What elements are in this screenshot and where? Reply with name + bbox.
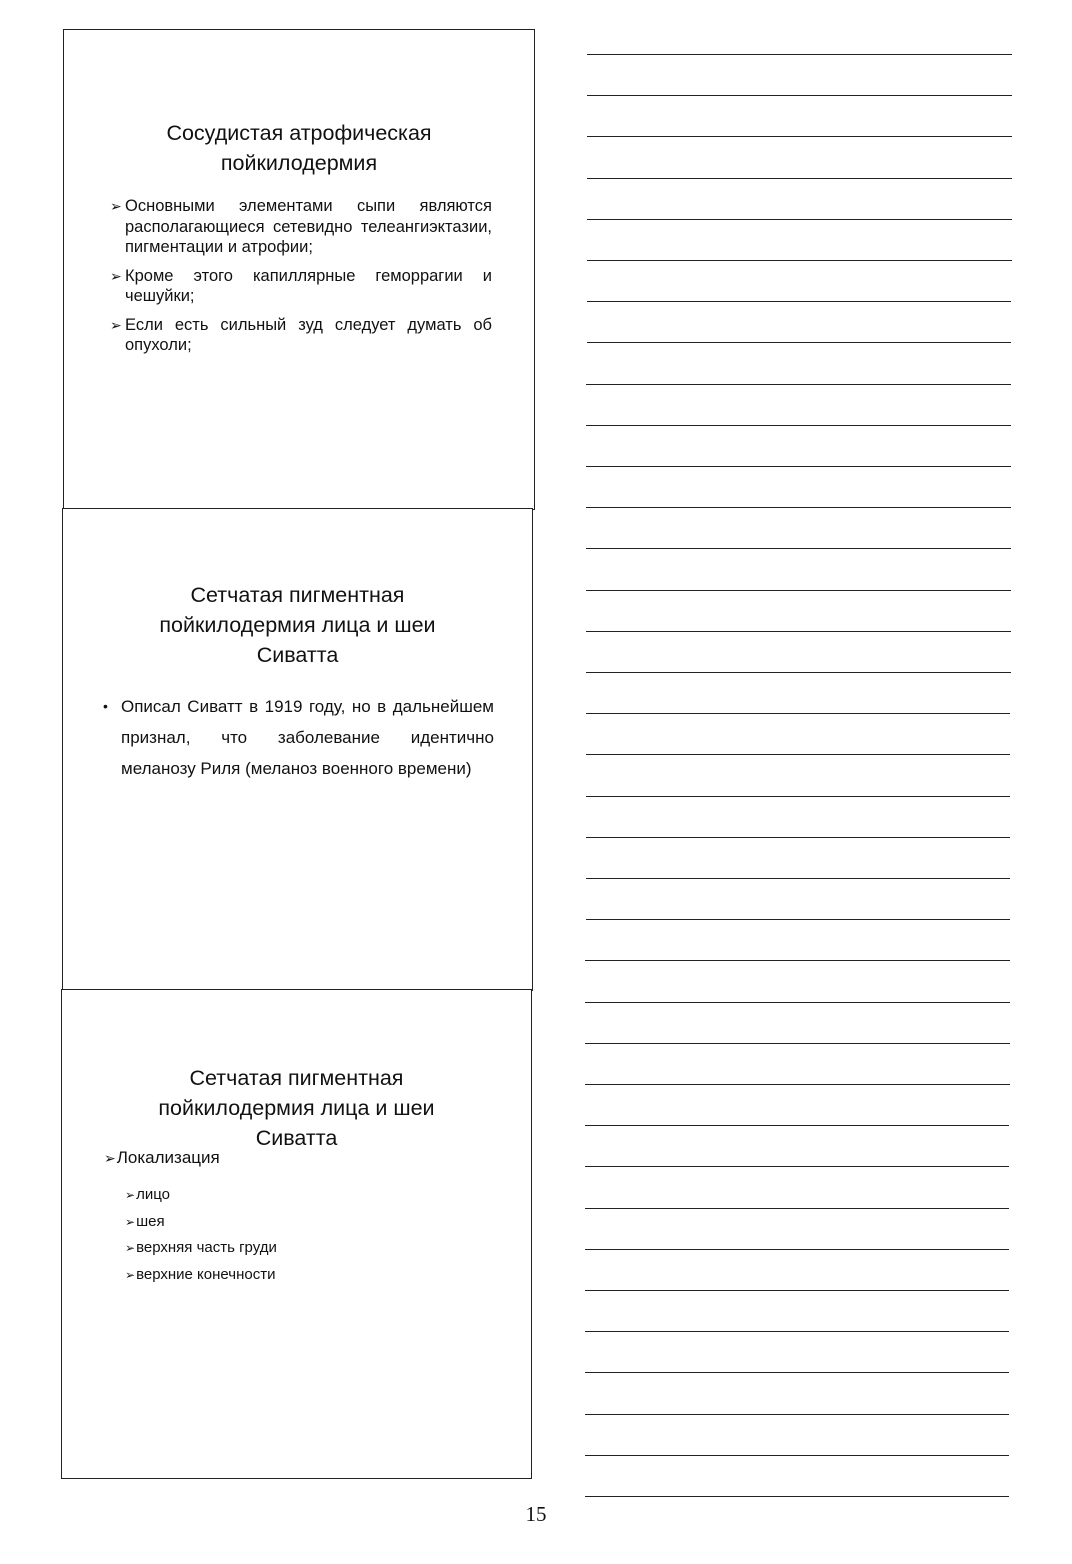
slide-2	[62, 508, 533, 991]
bullet-text: Кроме этого капиллярные геморрагии и чешуйки;	[125, 266, 492, 305]
heading-text: Локализация	[116, 1148, 220, 1167]
bullet-text: Основными элементами сыпи являются располагающиеся сетевидно телеангиэктазии, пигментации и атрофии;	[125, 197, 492, 256]
note-line	[587, 136, 1012, 137]
note-line	[586, 796, 1010, 797]
note-line	[585, 1290, 1009, 1291]
slide-3	[61, 989, 532, 1479]
note-line	[586, 672, 1011, 673]
item-text: верхние конечности	[136, 1265, 276, 1283]
note-line	[586, 754, 1011, 755]
list-item	[125, 1209, 277, 1236]
note-line	[585, 960, 1009, 961]
note-line	[587, 219, 1012, 220]
note-line	[586, 919, 1010, 920]
list-item	[110, 196, 492, 258]
note-line	[586, 425, 1011, 426]
note-line	[585, 1002, 1009, 1003]
bullet-text: Если есть сильный зуд следует думать об опухоли;	[125, 315, 492, 354]
note-line	[585, 1208, 1009, 1209]
page-number: 15	[525, 1502, 547, 1526]
note-line	[586, 713, 1011, 714]
note-line	[587, 342, 1012, 343]
note-line	[585, 1455, 1009, 1456]
note-line	[586, 466, 1011, 467]
arrow-bullet-icon: ➢	[125, 1214, 136, 1229]
item-text: верхняя часть груди	[136, 1239, 277, 1256]
note-line	[585, 1414, 1009, 1415]
note-line	[585, 1496, 1009, 1497]
dot-bullet-icon: •	[103, 698, 108, 714]
note-line	[586, 507, 1011, 508]
arrow-bullet-icon: ➢	[110, 267, 122, 284]
list-heading	[104, 1148, 220, 1168]
note-line	[585, 1166, 1009, 1167]
note-line	[585, 1331, 1009, 1332]
note-line	[586, 548, 1011, 549]
note-line	[586, 878, 1010, 879]
note-line	[587, 178, 1012, 179]
list-item	[125, 1235, 277, 1262]
slide-title: Сетчатая пигментная пойкилодермия лица и шеи Сиватта	[158, 1066, 435, 1150]
note-line	[587, 260, 1012, 261]
list-item	[125, 1262, 277, 1289]
slide-title: Сетчатая пигментная пойкилодермия лица и шеи Сиватта	[159, 583, 436, 667]
slide-1	[63, 29, 535, 510]
note-line	[587, 95, 1012, 96]
list-item	[110, 266, 492, 307]
list-item	[110, 315, 492, 356]
note-line	[587, 54, 1012, 55]
note-line	[586, 837, 1010, 838]
item-text: лицо	[136, 1186, 170, 1203]
arrow-bullet-icon: ➢	[125, 1267, 136, 1282]
item-text: шея	[136, 1212, 165, 1230]
note-line	[586, 631, 1011, 632]
sub-list	[125, 1182, 277, 1288]
note-line	[586, 590, 1011, 591]
note-line	[585, 1084, 1009, 1085]
note-line	[587, 301, 1012, 302]
arrow-bullet-icon: ➢	[125, 1241, 136, 1255]
note-line	[585, 1125, 1009, 1126]
arrow-bullet-icon: ➢	[104, 1150, 116, 1166]
bullet-list	[103, 691, 494, 784]
list-item	[103, 691, 494, 784]
note-line	[586, 384, 1011, 385]
arrow-bullet-icon: ➢	[125, 1188, 136, 1202]
slide-title: Сосудистая атрофическая пойкилодермия	[166, 121, 432, 175]
bullet-text: Описал Сиватт в 1919 году, но в дальнейшем признал, что заболевание идентично меланозу Риля (меланоз военного времени)	[121, 697, 494, 778]
note-line	[585, 1372, 1009, 1373]
bullet-list	[110, 196, 492, 364]
arrow-bullet-icon: ➢	[110, 316, 122, 333]
list-item	[125, 1182, 277, 1209]
note-lines	[584, 0, 1012, 1564]
note-line	[585, 1043, 1009, 1044]
note-line	[585, 1249, 1009, 1250]
arrow-bullet-icon: ➢	[110, 198, 122, 214]
